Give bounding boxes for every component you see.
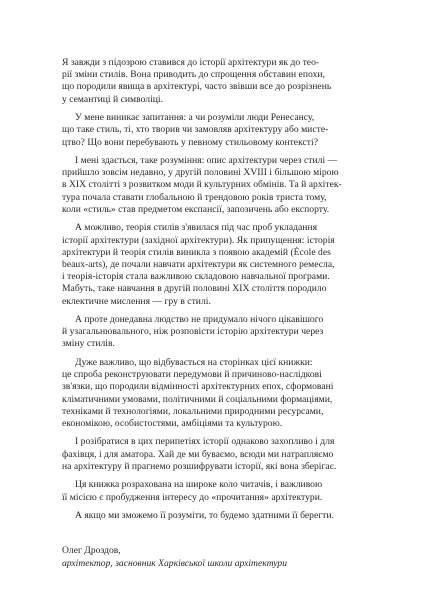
text-line: техніками й технологіями, локальними природними ресурсами,	[62, 405, 324, 417]
text-line: на архітектуру й прагнемо розшифрувати історії, які вона зберігає.	[62, 460, 337, 472]
text-line: beaux-arts), де почали навчати архітектури як системного ремесла,	[62, 258, 335, 270]
text-line: економікою, особистостями, амбіціями та культурою.	[62, 417, 283, 429]
paragraph	[62, 155, 376, 216]
text-line: І мені здається, таке розуміння: опис архітектури через стилі —	[75, 155, 338, 167]
text-line: кліматичними умовами, політичними й соціальними формаціями,	[62, 393, 333, 405]
text-line: А можливо, теорія стилів з'явилася під час проб укладання	[75, 222, 318, 234]
paragraph	[62, 57, 376, 106]
signature-block	[62, 545, 376, 570]
text-line: прийшло зовсім недавно, у другій половині XVIII і більшою мірою	[62, 167, 339, 179]
text-line: архітектури й теорія стилів виникла з появою академій (École des	[62, 246, 331, 258]
text-line: в XIX столітті з розвитком моди й культурних обмінів. Та й архітек-	[62, 179, 342, 191]
text-line: Мабуть, таке навчання в другій половині XIX століття породило	[62, 283, 327, 295]
text-line: що таке стиль, ті, хто творив чи замовляв архітектуру або мисте-	[62, 124, 329, 136]
text-line: зміну стилів.	[62, 338, 115, 350]
text-line: це спроба реконструювати передумови й причиново-наслідкові	[62, 369, 322, 381]
paragraph	[62, 222, 376, 307]
text-line: Ця книжка розрахована на широке коло читачів, і важливою	[75, 479, 323, 491]
text-line: зв'язки, що породили відмінності архітектурних епох, сформовані	[62, 381, 334, 393]
text-line: що породили явища в архітектурі, часто звівши все до розрізнень	[62, 81, 332, 93]
text-line: коли «стиль» став предметом експансії, запозичень або експорту.	[62, 203, 330, 215]
text-line: У мене виникає запитання: а чи розуміли люди Ренесансу,	[75, 112, 315, 124]
text-line: фахівця, і для аматора. Хай де ми буваємо, всюди ми натрапляємо	[62, 448, 334, 460]
paragraph	[62, 436, 376, 473]
paragraph	[62, 510, 376, 522]
paragraph	[62, 112, 376, 149]
text-line: і теорія-історія стала важливою складовою навчальної програми.	[62, 271, 330, 283]
text-line: й узагальнювального, ніж розповісти історію архітектури через	[62, 326, 324, 338]
text-line: А якщо ми зможемо її розуміти, то будемо здатними її берегти.	[75, 510, 334, 522]
text-line: Я завжди з підозрою ставився до історії архітектури як до тео-	[62, 57, 320, 68]
text-line: цтво? Що вони перебувають у певному стильовому контексті?	[62, 136, 318, 148]
text-line: її місією є пробудження інтересу до «прочитання» архітектури.	[62, 491, 323, 503]
text-line: А проте донедавна людство не придумало нічого цікавішого	[75, 314, 324, 326]
text-line: у семантиці й символіці.	[62, 93, 164, 105]
text-line: Дуже важливо, що відбувається на сторінках цієї книжки:	[75, 356, 313, 368]
paragraph	[62, 314, 376, 351]
text-line: тура почала ставати глобальною й трендовою років триста тому,	[62, 191, 327, 203]
text-line: І розібратися в цих перипетіях історії однаково захопливо і для	[75, 436, 335, 448]
author-role: архітектор, засновник Харківської школи архітектури	[62, 557, 287, 569]
text-line: рії зміни стилів. Вона приводить до спрощення обставин епохи,	[62, 69, 325, 81]
text-line: еклектичне мислення — гру в стилі.	[62, 295, 211, 307]
paragraph	[62, 479, 376, 503]
paragraph	[62, 357, 376, 430]
author-name: Олег Дроздов,	[62, 545, 121, 557]
foreword-text	[62, 57, 376, 522]
text-line: історії архітектури (західної архітектури). Як припущення: історія	[62, 234, 335, 246]
